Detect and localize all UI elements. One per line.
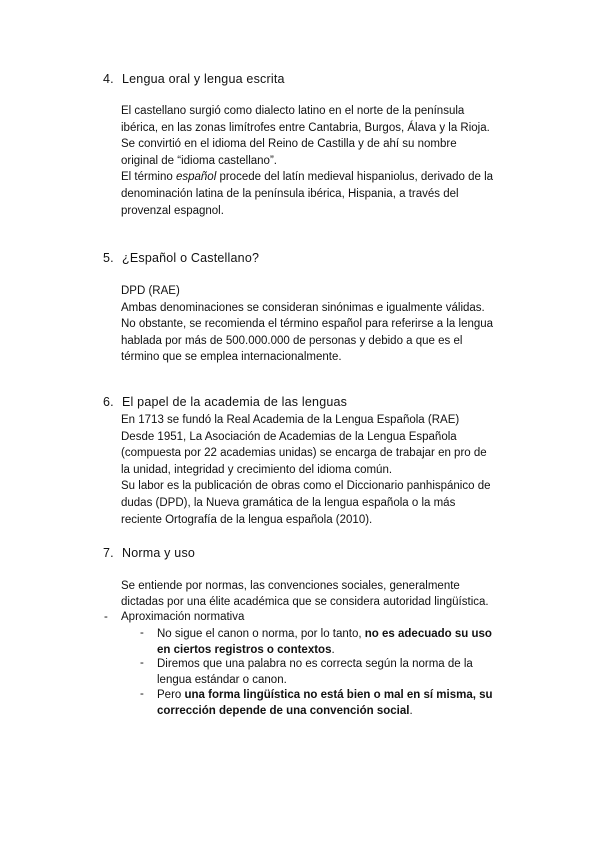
section-number: 6.: [103, 395, 114, 409]
bullet-dash: -: [104, 611, 108, 623]
text-run: .: [331, 643, 335, 656]
text-line: Diremos que una palabra no es correcta según la norma de la: [157, 658, 473, 670]
text-line: [157, 688, 537, 704]
text-line: [121, 169, 521, 186]
section-title: Lengua oral y lengua escrita: [122, 72, 285, 86]
section-5-heading: [103, 251, 259, 265]
text-run: El término: [121, 171, 176, 184]
text-run: Pero: [157, 689, 185, 701]
section-title: El papel de la academia de las lenguas: [122, 395, 348, 409]
text-line: Se convirtió en el idioma del Reino de Castilla y de ahí su nombre: [121, 138, 457, 151]
text-line: [157, 643, 537, 659]
text-line: dictadas por una élite académica que se considera autoridad lingüística.: [121, 595, 489, 608]
text-line: El castellano surgió como dialecto latino en el norte de la península: [121, 105, 465, 117]
emphasis: español: [175, 171, 217, 184]
bullet-label: Aproximación normativa: [121, 611, 245, 623]
section-4-body: [121, 103, 521, 219]
sub-bullet-dash: -: [140, 657, 144, 669]
text-line: reciente Ortografía de la lengua española (2010).: [121, 513, 373, 526]
text-line: provenzal espagnol.: [121, 204, 224, 217]
text-line: lengua estándar o canon.: [157, 673, 287, 686]
text-line: No obstante, se recomienda el término español para referirse a la lengua: [121, 318, 494, 331]
bold-text: no es adecuado su uso: [364, 628, 492, 640]
section-7-heading: [103, 546, 195, 560]
bold-text: una forma lingüística no está bien o mal en sí misma, su: [184, 689, 493, 701]
text-line: dudas (DPD), la Nueva gramática de la lengua española o la más: [121, 496, 456, 509]
section-4-heading: [103, 72, 285, 86]
text-line: [157, 704, 537, 720]
text-line: (compuesta por 22 academias unidas) se encarga de trabajar en pro de: [121, 447, 487, 460]
section-number: 5.: [103, 251, 114, 265]
section-number: 4.: [103, 72, 114, 86]
text-line: Desde 1951, La Asociación de Academias de la Lengua Española: [121, 430, 457, 443]
sub-bullet-3: [157, 688, 537, 719]
text-line: término que se emplea internacionalmente.: [121, 351, 342, 364]
section-6-heading: [103, 395, 347, 409]
bold-text: corrección depende de una convención social: [157, 704, 410, 717]
text-line: Su labor es la publicación de obras como el Diccionario panhispánico de: [121, 480, 491, 493]
text-line: la unidad, integridad y crecimiento del idioma común.: [121, 463, 393, 476]
text-run: No sigue el canon o norma, por lo tanto,: [157, 628, 365, 640]
section-number: 7.: [103, 546, 114, 560]
text-line: ibérica, en las zonas limítrofes entre Cantabria, Burgos, Álava y la Rioja.: [121, 121, 490, 134]
text-line: En 1713 se fundó la Real Academia de la Lengua Española (RAE): [121, 414, 460, 426]
sub-bullet-dash: -: [140, 627, 144, 639]
text-run: procede del latín medieval hispaniolus, derivado de la: [216, 171, 494, 184]
section-title: Norma y uso: [122, 546, 196, 560]
section-title: ¿Español o Castellano?: [122, 251, 260, 265]
text-line: Se entiende por normas, las convenciones sociales, generalmente: [121, 580, 460, 592]
text-line: denominación latina de la península ibérica, Hispania, a través del: [121, 187, 459, 200]
text-line: DPD (RAE): [121, 285, 180, 297]
text-line: Ambas denominaciones se consideran sinónimas e igualmente válidas.: [121, 301, 485, 314]
text-run: .: [409, 704, 413, 717]
section-7-body: [121, 579, 541, 610]
text-line: [157, 627, 537, 643]
sub-bullet-1: [157, 627, 537, 658]
text-line: hablada por más de 500.000.000 de personas y debido a que es el: [121, 334, 463, 347]
section-5-body: [121, 283, 521, 366]
section-6-body: [121, 412, 521, 528]
sub-bullet-2: [157, 657, 537, 688]
bold-text: en ciertos registros o contextos: [157, 643, 332, 656]
text-line: original de “idioma castellano”.: [121, 154, 277, 167]
sub-bullet-dash: -: [140, 688, 144, 700]
